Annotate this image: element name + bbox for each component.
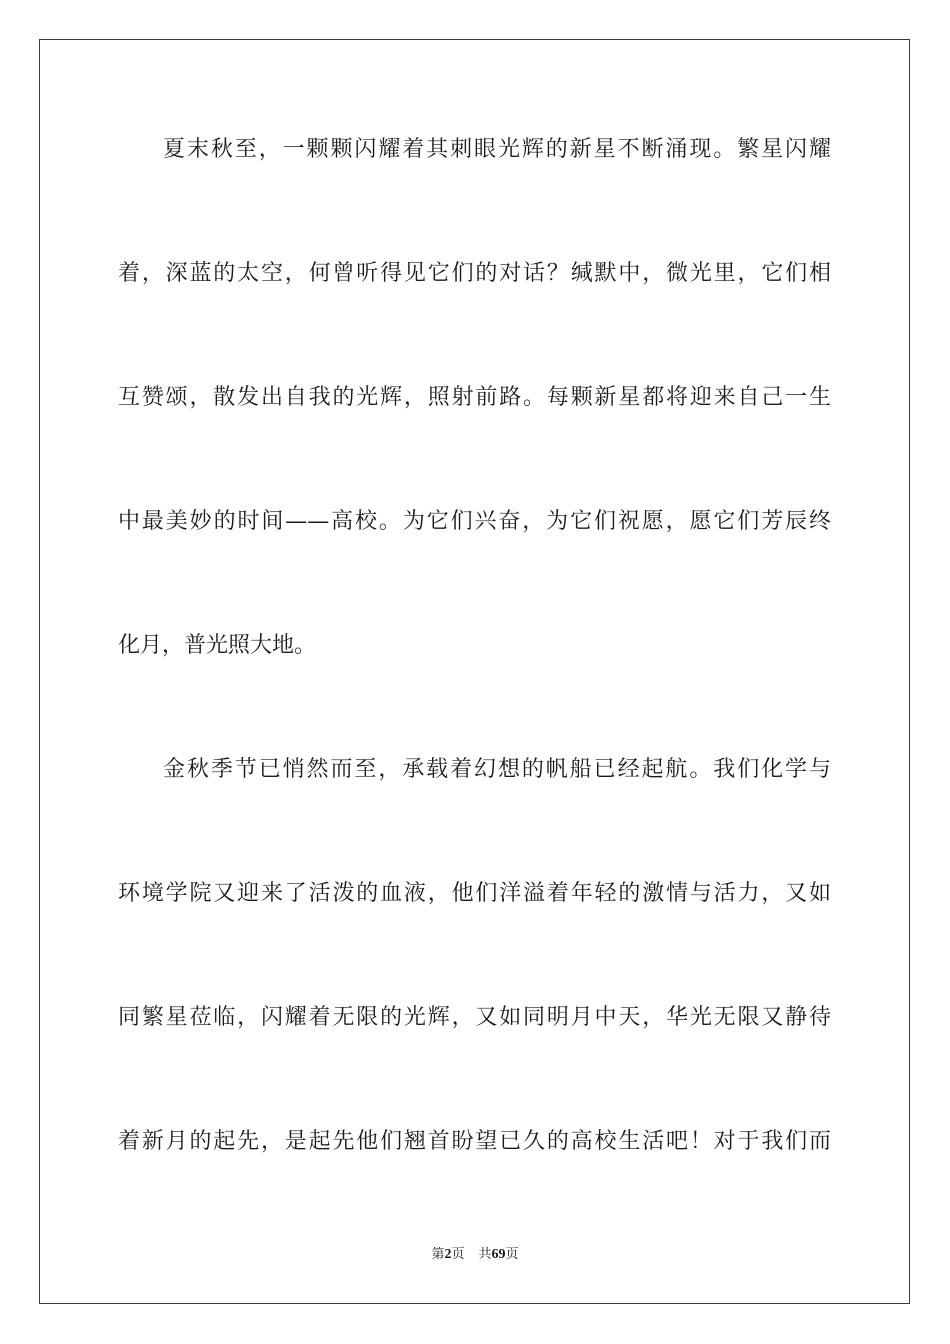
page-suffix: 页 [451,1247,465,1262]
page-border [39,39,910,1304]
total-prefix: 共 [478,1247,492,1262]
total-suffix: 页 [505,1247,519,1262]
paragraph-line: 环境学院又迎来了活泼的血液，他们洋溢着年轻的激情与活力，又如 [118,881,831,906]
paragraph-line: 互赞颂，散发出自我的光辉，照射前路。每颗新星都将迎来自己一生 [118,385,831,410]
paragraph-line: 中最美妙的时间——高校。为它们兴奋，为它们祝愿，愿它们芳辰终 [118,509,831,534]
paragraph-line: 着，深蓝的太空，何曾听得见它们的对话？缄默中，微光里，它们相 [118,261,831,286]
total-pages: 69 [491,1247,506,1262]
page-number: 2 [444,1247,452,1262]
paragraph-line: 同繁星莅临，闪耀着无限的光辉，又如同明月中天，华光无限又静待 [118,1005,831,1030]
paragraph-line: 夏末秋至，一颗颗闪耀着其刺眼光辉的新星不断涌现。繁星闪耀 [163,137,831,162]
paragraph-line: 金秋季节已悄然而至，承载着幻想的帆船已经起航。我们化学与 [163,757,831,782]
page-prefix: 第 [431,1247,445,1262]
page-footer [0,1246,950,1264]
paragraph-line: 着新月的起先，是起先他们翘首盼望已久的高校生活吧！对于我们而 [118,1129,831,1154]
paragraph-line: 化月，普光照大地。 [118,633,317,658]
